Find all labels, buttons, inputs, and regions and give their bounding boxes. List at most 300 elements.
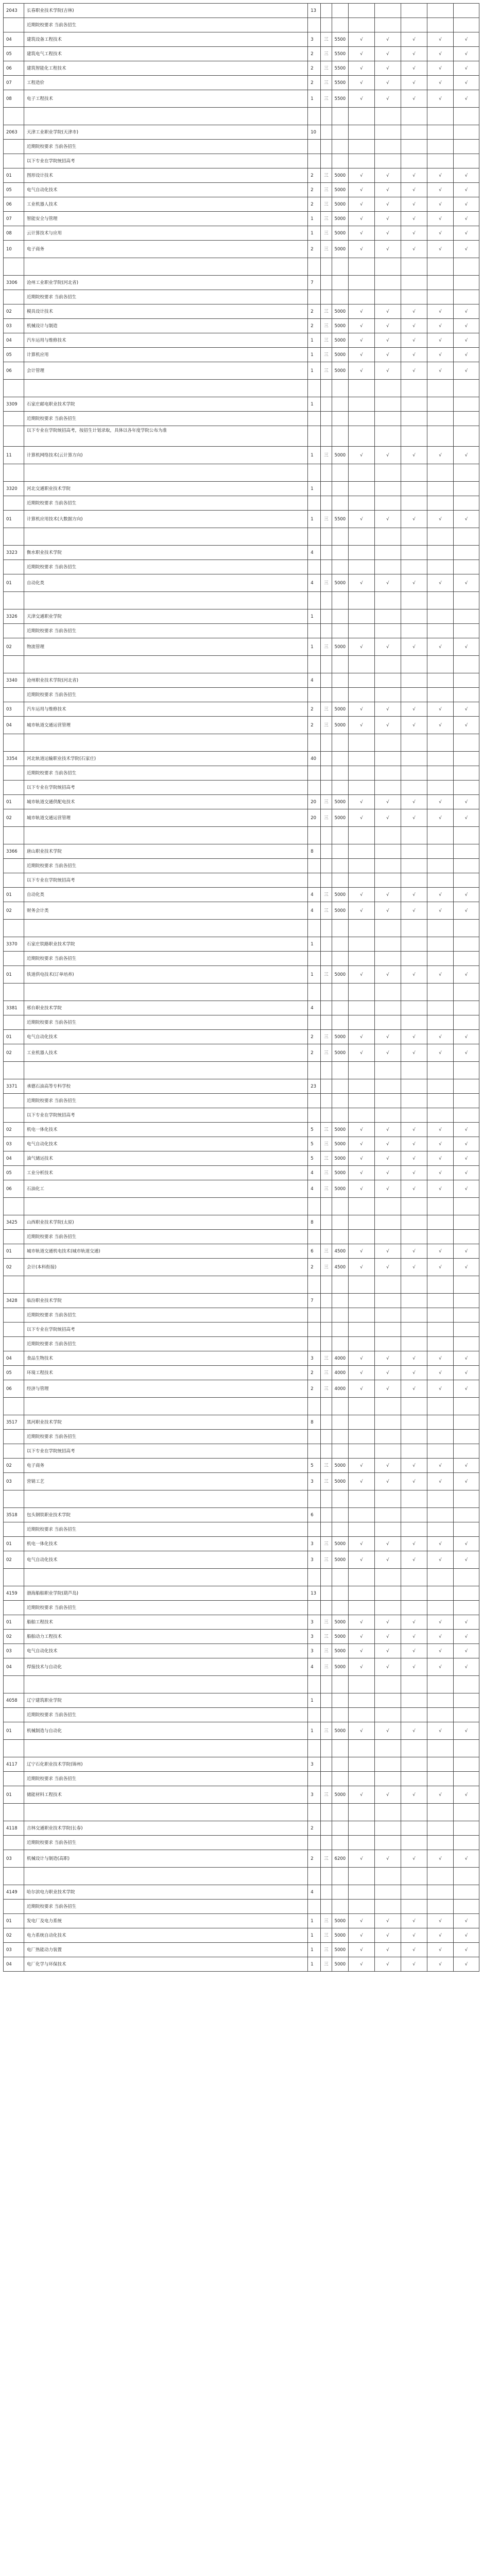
name-cell: 油气储运技术 [24, 1151, 308, 1166]
subject-5-cell: √ [454, 638, 479, 656]
years-cell [321, 1586, 332, 1601]
plan-count-cell [308, 108, 321, 125]
table-row [4, 656, 479, 673]
years-cell: 三 [321, 226, 332, 241]
school-code-cell: 4149 [4, 1885, 24, 1900]
table-row [4, 609, 479, 624]
years-cell [321, 1415, 332, 1430]
years-cell [321, 1398, 332, 1415]
school-code-cell: 11 [4, 447, 24, 464]
plan-count-cell [308, 592, 321, 609]
table-row [4, 809, 479, 827]
school-code-cell [4, 624, 24, 638]
name-cell: 电气自动化技术 [24, 183, 308, 197]
subject-2-cell: √ [375, 511, 401, 528]
subject-2-cell [375, 18, 401, 32]
subject-5-cell: √ [454, 1914, 479, 1928]
subject-5-cell [454, 1323, 479, 1337]
years-cell: 三 [321, 1928, 332, 1943]
tuition-cell: 5000 [332, 1658, 349, 1676]
subject-1-cell [349, 290, 375, 304]
subject-5-cell [454, 426, 479, 447]
subject-2-cell [375, 1569, 401, 1586]
school-code-cell: 02 [4, 638, 24, 656]
plan-count-cell: 1 [308, 348, 321, 362]
subject-1-cell: √ [349, 304, 375, 319]
years-cell [321, 546, 332, 560]
subject-2-cell [375, 1868, 401, 1885]
plan-count-cell: 1 [308, 1928, 321, 1943]
subject-2-cell [375, 1708, 401, 1722]
subject-3-cell: √ [401, 1366, 427, 1380]
subject-1-cell: √ [349, 362, 375, 380]
subject-2-cell [375, 290, 401, 304]
subject-3-cell [401, 1569, 427, 1586]
subject-3-cell: √ [401, 795, 427, 809]
subject-2-cell [375, 766, 401, 781]
subject-5-cell [454, 1693, 479, 1708]
subject-4-cell: √ [427, 304, 454, 319]
subject-5-cell: √ [454, 241, 479, 258]
plan-count-cell: 2 [308, 1821, 321, 1836]
years-cell [321, 380, 332, 397]
plan-count-cell [308, 1772, 321, 1786]
subject-1-cell: √ [349, 241, 375, 258]
years-cell: 三 [321, 1259, 332, 1276]
name-cell: 近期院校要求 当前各招生 [24, 952, 308, 966]
subject-5-cell [454, 1276, 479, 1294]
school-code-cell [4, 464, 24, 482]
tuition-cell [332, 1001, 349, 1015]
table-row [4, 47, 479, 61]
name-cell: 近期院校要求 当前各招生 [24, 290, 308, 304]
subject-2-cell [375, 560, 401, 574]
name-cell [24, 1490, 308, 1508]
tuition-cell [332, 1415, 349, 1430]
table-row [4, 546, 479, 560]
subject-1-cell: √ [349, 1786, 375, 1804]
subject-3-cell [401, 1215, 427, 1230]
table-row [4, 1537, 479, 1551]
subject-1-cell [349, 496, 375, 511]
subject-4-cell: √ [427, 511, 454, 528]
tuition-cell [332, 1490, 349, 1508]
plan-count-cell [308, 859, 321, 873]
subject-5-cell [454, 1001, 479, 1015]
tuition-cell: 4000 [332, 1351, 349, 1366]
subject-2-cell: √ [375, 574, 401, 592]
name-cell: 发电厂及电力系统 [24, 1914, 308, 1928]
subject-5-cell [454, 4, 479, 18]
subject-2-cell [375, 4, 401, 18]
school-code-cell: 01 [4, 168, 24, 183]
subject-1-cell [349, 464, 375, 482]
subject-5-cell [454, 1900, 479, 1914]
subject-4-cell [427, 609, 454, 624]
subject-3-cell: √ [401, 1180, 427, 1198]
years-cell [321, 920, 332, 937]
subject-2-cell [375, 781, 401, 795]
subject-2-cell [375, 125, 401, 140]
tuition-cell: 5000 [332, 1786, 349, 1804]
subject-3-cell: √ [401, 1259, 427, 1276]
tuition-cell: 5000 [332, 447, 349, 464]
subject-1-cell: √ [349, 888, 375, 902]
plan-count-cell: 2 [308, 76, 321, 90]
table-row [4, 1244, 479, 1259]
table-row [4, 1722, 479, 1740]
table-row [4, 1366, 479, 1380]
plan-count-cell: 4 [308, 1180, 321, 1198]
subject-4-cell: √ [427, 1459, 454, 1473]
subject-5-cell [454, 1821, 479, 1836]
plan-count-cell: 5 [308, 1151, 321, 1166]
subject-4-cell [427, 752, 454, 766]
name-cell [24, 258, 308, 276]
subject-1-cell: √ [349, 319, 375, 333]
subject-4-cell: √ [427, 1928, 454, 1943]
subject-3-cell: √ [401, 1786, 427, 1804]
subject-1-cell [349, 609, 375, 624]
school-code-cell: 2063 [4, 125, 24, 140]
subject-4-cell [427, 734, 454, 752]
subject-1-cell: √ [349, 1351, 375, 1366]
subject-1-cell [349, 781, 375, 795]
years-cell: 三 [321, 902, 332, 920]
name-cell: 建筑设备工程技术 [24, 32, 308, 47]
table-row [4, 1821, 479, 1836]
subject-2-cell [375, 426, 401, 447]
subject-1-cell: √ [349, 1151, 375, 1166]
name-cell: 沧州工业职业学院(河北省) [24, 276, 308, 290]
subject-3-cell: √ [401, 511, 427, 528]
plan-count-cell [308, 1108, 321, 1123]
tuition-cell [332, 140, 349, 154]
table-row [4, 380, 479, 397]
tuition-cell: 5500 [332, 511, 349, 528]
years-cell [321, 1885, 332, 1900]
subject-3-cell [401, 1708, 427, 1722]
subject-3-cell: √ [401, 888, 427, 902]
subject-1-cell [349, 1522, 375, 1537]
table-row [4, 212, 479, 226]
name-cell: 城市轨道交通机电技术(城市轨道交通) [24, 1244, 308, 1259]
years-cell [321, 1900, 332, 1914]
school-code-cell: 07 [4, 212, 24, 226]
subject-1-cell: √ [349, 226, 375, 241]
school-code-cell [4, 108, 24, 125]
tuition-cell [332, 1821, 349, 1836]
tuition-cell [332, 1586, 349, 1601]
tuition-cell [332, 482, 349, 496]
plan-count-cell [308, 1900, 321, 1914]
subject-2-cell: √ [375, 966, 401, 984]
subject-5-cell [454, 1601, 479, 1615]
plan-count-cell: 3 [308, 1551, 321, 1569]
subject-5-cell: √ [454, 1850, 479, 1868]
subject-3-cell [401, 844, 427, 859]
subject-3-cell: √ [401, 1630, 427, 1644]
subject-2-cell [375, 528, 401, 546]
subject-2-cell [375, 1885, 401, 1900]
tuition-cell [332, 1062, 349, 1079]
name-cell: 石家庄铁路职业技术学院 [24, 937, 308, 952]
name-cell [24, 1868, 308, 1885]
plan-count-cell: 2 [308, 1380, 321, 1398]
name-cell: 吉林交通职业技术学院(长春) [24, 1821, 308, 1836]
subject-2-cell [375, 673, 401, 688]
subject-4-cell: √ [427, 333, 454, 348]
school-code-cell [4, 1522, 24, 1537]
school-code-cell [4, 1868, 24, 1885]
years-cell [321, 496, 332, 511]
tuition-cell: 5000 [332, 362, 349, 380]
name-cell: 建筑电气工程技术 [24, 47, 308, 61]
school-code-cell [4, 290, 24, 304]
subject-4-cell: √ [427, 1551, 454, 1569]
subject-4-cell: √ [427, 47, 454, 61]
school-code-cell [4, 528, 24, 546]
plan-count-cell: 1 [308, 638, 321, 656]
plan-count-cell: 8 [308, 1215, 321, 1230]
subject-1-cell [349, 1337, 375, 1351]
subject-1-cell [349, 140, 375, 154]
tuition-cell: 5000 [332, 902, 349, 920]
years-cell [321, 984, 332, 1001]
subject-2-cell: √ [375, 1722, 401, 1740]
plan-count-cell: 13 [308, 1586, 321, 1601]
plan-count-cell [308, 1198, 321, 1215]
tuition-cell [332, 1508, 349, 1522]
school-code-cell: 02 [4, 1630, 24, 1644]
subject-4-cell: √ [427, 966, 454, 984]
school-code-cell: 03 [4, 1473, 24, 1490]
tuition-cell [332, 1804, 349, 1821]
plan-count-cell [308, 18, 321, 32]
subject-3-cell: √ [401, 183, 427, 197]
subject-2-cell [375, 1804, 401, 1821]
subject-2-cell [375, 1444, 401, 1459]
plan-count-cell: 1 [308, 333, 321, 348]
tuition-cell: 5000 [332, 1537, 349, 1551]
table-row [4, 183, 479, 197]
plan-count-cell: 1 [308, 90, 321, 108]
school-code-cell: 07 [4, 76, 24, 90]
subject-5-cell [454, 688, 479, 702]
school-code-cell: 03 [4, 702, 24, 717]
subject-2-cell: √ [375, 47, 401, 61]
subject-3-cell [401, 125, 427, 140]
plan-count-cell: 1 [308, 226, 321, 241]
plan-count-cell: 2 [308, 1850, 321, 1868]
years-cell: 三 [321, 47, 332, 61]
table-row [4, 1166, 479, 1180]
subject-1-cell [349, 1740, 375, 1757]
tuition-cell: 5000 [332, 717, 349, 734]
subject-2-cell: √ [375, 90, 401, 108]
school-code-cell: 03 [4, 1137, 24, 1151]
plan-count-cell [308, 380, 321, 397]
tuition-cell: 5000 [332, 574, 349, 592]
subject-2-cell [375, 609, 401, 624]
subject-4-cell [427, 1821, 454, 1836]
subject-1-cell [349, 1230, 375, 1244]
table-row [4, 1030, 479, 1044]
subject-5-cell [454, 1094, 479, 1108]
subject-2-cell [375, 1508, 401, 1522]
years-cell: 三 [321, 966, 332, 984]
tuition-cell [332, 781, 349, 795]
years-cell: 三 [321, 333, 332, 348]
name-cell [24, 1276, 308, 1294]
subject-5-cell [454, 1444, 479, 1459]
subject-5-cell [454, 560, 479, 574]
school-code-cell: 3323 [4, 546, 24, 560]
subject-1-cell: √ [349, 702, 375, 717]
subject-2-cell [375, 1740, 401, 1757]
subject-1-cell [349, 276, 375, 290]
subject-5-cell: √ [454, 1928, 479, 1943]
table-row [4, 1308, 479, 1323]
subject-2-cell [375, 1215, 401, 1230]
name-cell: 铁道供电技术(订单培养) [24, 966, 308, 984]
tuition-cell: 5000 [332, 1137, 349, 1151]
school-code-cell: 06 [4, 362, 24, 380]
subject-3-cell: √ [401, 90, 427, 108]
years-cell [321, 397, 332, 412]
subject-1-cell [349, 592, 375, 609]
name-cell: 唐山职业技术学院 [24, 844, 308, 859]
subject-4-cell [427, 1444, 454, 1459]
name-cell: 储能材料工程技术 [24, 1786, 308, 1804]
years-cell [321, 1108, 332, 1123]
name-cell: 以下专业在学院统招高考 [24, 154, 308, 168]
name-cell: 近期院校要求 当前各招生 [24, 560, 308, 574]
subject-4-cell [427, 1294, 454, 1308]
subject-1-cell: √ [349, 1459, 375, 1473]
subject-1-cell [349, 258, 375, 276]
name-cell [24, 1804, 308, 1821]
subject-2-cell: √ [375, 1044, 401, 1062]
subject-2-cell [375, 734, 401, 752]
plan-count-cell [308, 1094, 321, 1108]
subject-4-cell [427, 276, 454, 290]
subject-4-cell [427, 482, 454, 496]
school-code-cell: 01 [4, 1537, 24, 1551]
subject-3-cell [401, 380, 427, 397]
subject-2-cell [375, 108, 401, 125]
subject-3-cell: √ [401, 1658, 427, 1676]
name-cell: 河北交通职业技术学院 [24, 482, 308, 496]
subject-1-cell [349, 1198, 375, 1215]
table-row [4, 18, 479, 32]
subject-5-cell [454, 873, 479, 888]
years-cell: 三 [321, 1123, 332, 1137]
subject-3-cell [401, 1900, 427, 1914]
table-row [4, 1676, 479, 1693]
subject-4-cell: √ [427, 212, 454, 226]
tuition-cell [332, 1885, 349, 1900]
years-cell: 三 [321, 76, 332, 90]
subject-2-cell: √ [375, 1943, 401, 1957]
subject-5-cell: √ [454, 447, 479, 464]
table-row [4, 90, 479, 108]
plan-count-cell: 4 [308, 546, 321, 560]
school-code-cell: 4118 [4, 1821, 24, 1836]
plan-count-cell: 3 [308, 1786, 321, 1804]
subject-5-cell [454, 546, 479, 560]
subject-4-cell: √ [427, 76, 454, 90]
subject-4-cell: √ [427, 1244, 454, 1259]
subject-2-cell [375, 1430, 401, 1444]
subject-3-cell: √ [401, 1551, 427, 1569]
subject-2-cell: √ [375, 319, 401, 333]
school-code-cell: 10 [4, 241, 24, 258]
subject-4-cell [427, 18, 454, 32]
subject-1-cell: √ [349, 1123, 375, 1137]
tuition-cell [332, 1108, 349, 1123]
years-cell: 三 [321, 183, 332, 197]
subject-4-cell: √ [427, 1044, 454, 1062]
school-code-cell [4, 859, 24, 873]
subject-1-cell [349, 482, 375, 496]
subject-5-cell [454, 290, 479, 304]
tuition-cell [332, 560, 349, 574]
table-row [4, 1198, 479, 1215]
plan-count-cell: 4 [308, 902, 321, 920]
subject-5-cell: √ [454, 212, 479, 226]
table-row [4, 1380, 479, 1398]
subject-1-cell [349, 397, 375, 412]
subject-3-cell: √ [401, 1473, 427, 1490]
table-row [4, 290, 479, 304]
subject-1-cell [349, 656, 375, 673]
table-row [4, 397, 479, 412]
tuition-cell [332, 688, 349, 702]
tuition-cell: 5000 [332, 809, 349, 827]
years-cell [321, 592, 332, 609]
table-row [4, 241, 479, 258]
table-row [4, 1430, 479, 1444]
name-cell: 会计管理 [24, 362, 308, 380]
plan-count-cell [308, 464, 321, 482]
name-cell: 城市轨道交通运营管理 [24, 809, 308, 827]
subject-5-cell: √ [454, 1123, 479, 1137]
subject-2-cell: √ [375, 1030, 401, 1044]
subject-3-cell [401, 560, 427, 574]
plan-count-cell: 1 [308, 447, 321, 464]
name-cell: 工业机器人技术 [24, 197, 308, 212]
tuition-cell: 5000 [332, 1123, 349, 1137]
tuition-cell: 5000 [332, 1551, 349, 1569]
subject-3-cell: √ [401, 447, 427, 464]
subject-5-cell [454, 1836, 479, 1850]
name-cell: 临汾职业技术学院 [24, 1294, 308, 1308]
plan-count-cell: 1 [308, 1914, 321, 1928]
years-cell [321, 258, 332, 276]
subject-1-cell [349, 827, 375, 844]
plan-count-cell: 1 [308, 1957, 321, 1972]
years-cell: 三 [321, 1166, 332, 1180]
table-row [4, 827, 479, 844]
table-row [4, 464, 479, 482]
school-code-cell: 03 [4, 1850, 24, 1868]
years-cell [321, 656, 332, 673]
subject-3-cell: √ [401, 717, 427, 734]
subject-5-cell: √ [454, 333, 479, 348]
subject-5-cell: √ [454, 1244, 479, 1259]
plan-count-cell: 3 [308, 1537, 321, 1551]
